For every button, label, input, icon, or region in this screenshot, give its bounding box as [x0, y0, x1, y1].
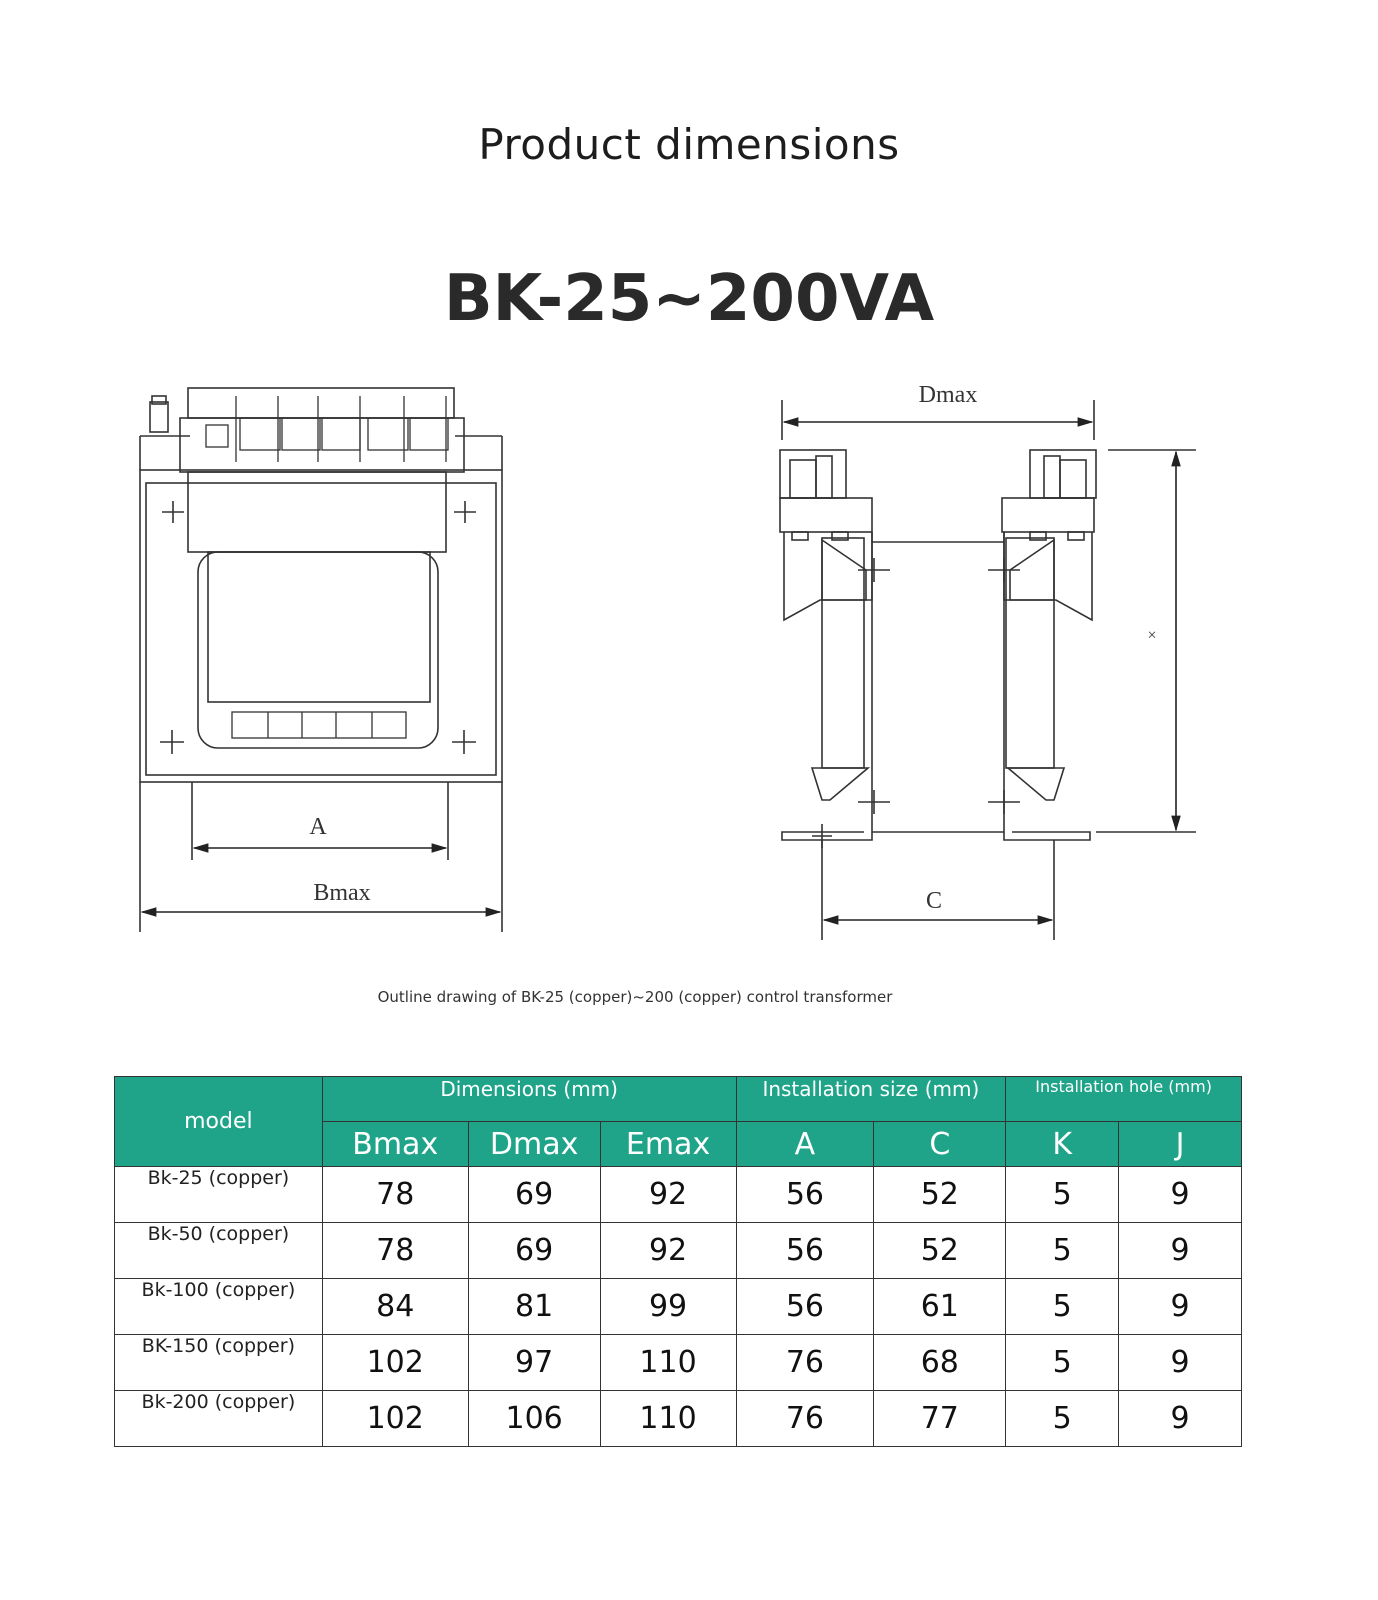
table-row [115, 1223, 1242, 1279]
column-header-c: C [874, 1122, 1006, 1167]
drawing-caption: Outline drawing of BK-25 (copper)~200 (copper) control transformer [377, 988, 893, 1006]
emax-cell: 92 [600, 1223, 736, 1279]
column-header-j: J [1119, 1122, 1242, 1167]
k-cell: 5 [1006, 1391, 1119, 1447]
bmax-cell: 84 [322, 1279, 468, 1335]
j-cell: 9 [1119, 1223, 1242, 1279]
column-header-bmax: Bmax [322, 1122, 468, 1167]
group-header-installation-hole: Installation hole (mm) [1006, 1077, 1242, 1122]
c-cell: 61 [874, 1279, 1006, 1335]
model-cell: BK-150 (copper) [115, 1335, 323, 1391]
front-view [140, 388, 502, 932]
bmax-cell: 102 [322, 1335, 468, 1391]
column-header-a: A [736, 1122, 874, 1167]
group-header-dimensions: Dimensions (mm) [322, 1077, 736, 1122]
model-title: BK-25~200VA [443, 262, 935, 336]
table-row [115, 1167, 1242, 1223]
column-header-emax: Emax [600, 1122, 736, 1167]
k-cell: 5 [1006, 1167, 1119, 1223]
outline-drawing [0, 370, 1378, 960]
group-header-installation-size: Installation size (mm) [736, 1077, 1006, 1122]
bmax-cell: 78 [322, 1223, 468, 1279]
model-cell: Bk-25 (copper) [115, 1167, 323, 1223]
model-cell: Bk-100 (copper) [115, 1279, 323, 1335]
dmax-cell: 106 [468, 1391, 600, 1447]
k-cell: 5 [1006, 1223, 1119, 1279]
dimensions-table [114, 1076, 1242, 1447]
dim-label-bmax: Bmax [313, 880, 371, 906]
c-cell: 52 [874, 1223, 1006, 1279]
c-cell: 68 [874, 1335, 1006, 1391]
k-cell: 5 [1006, 1279, 1119, 1335]
j-cell: 9 [1119, 1167, 1242, 1223]
emax-cell: 110 [600, 1391, 736, 1447]
dmax-cell: 81 [468, 1279, 600, 1335]
c-cell: 77 [874, 1391, 1006, 1447]
emax-cell: 99 [600, 1279, 736, 1335]
a-cell: 56 [736, 1279, 874, 1335]
model-cell: Bk-50 (copper) [115, 1223, 323, 1279]
side-view [780, 400, 1196, 940]
model-header: model [115, 1077, 323, 1167]
a-cell: 76 [736, 1335, 874, 1391]
column-header-dmax: Dmax [468, 1122, 600, 1167]
bmax-cell: 102 [322, 1391, 468, 1447]
a-cell: 56 [736, 1223, 874, 1279]
c-cell: 52 [874, 1167, 1006, 1223]
j-cell: 9 [1119, 1391, 1242, 1447]
model-cell: Bk-200 (copper) [115, 1391, 323, 1447]
dmax-cell: 69 [468, 1167, 600, 1223]
dmax-cell: 97 [468, 1335, 600, 1391]
page-heading: Product dimensions [478, 120, 900, 169]
dim-label-a: A [309, 814, 327, 840]
dim-label-c: C [925, 888, 943, 914]
dmax-cell: 69 [468, 1223, 600, 1279]
a-cell: 76 [736, 1391, 874, 1447]
emax-cell: 110 [600, 1335, 736, 1391]
table-row [115, 1279, 1242, 1335]
table-row [115, 1335, 1242, 1391]
a-cell: 56 [736, 1167, 874, 1223]
table-row [115, 1391, 1242, 1447]
k-cell: 5 [1006, 1335, 1119, 1391]
j-cell: 9 [1119, 1335, 1242, 1391]
emax-cell: 92 [600, 1167, 736, 1223]
dim-label-x: × [1147, 627, 1157, 644]
j-cell: 9 [1119, 1279, 1242, 1335]
column-header-k: K [1006, 1122, 1119, 1167]
dim-label-dmax: Dmax [918, 382, 978, 408]
bmax-cell: 78 [322, 1167, 468, 1223]
